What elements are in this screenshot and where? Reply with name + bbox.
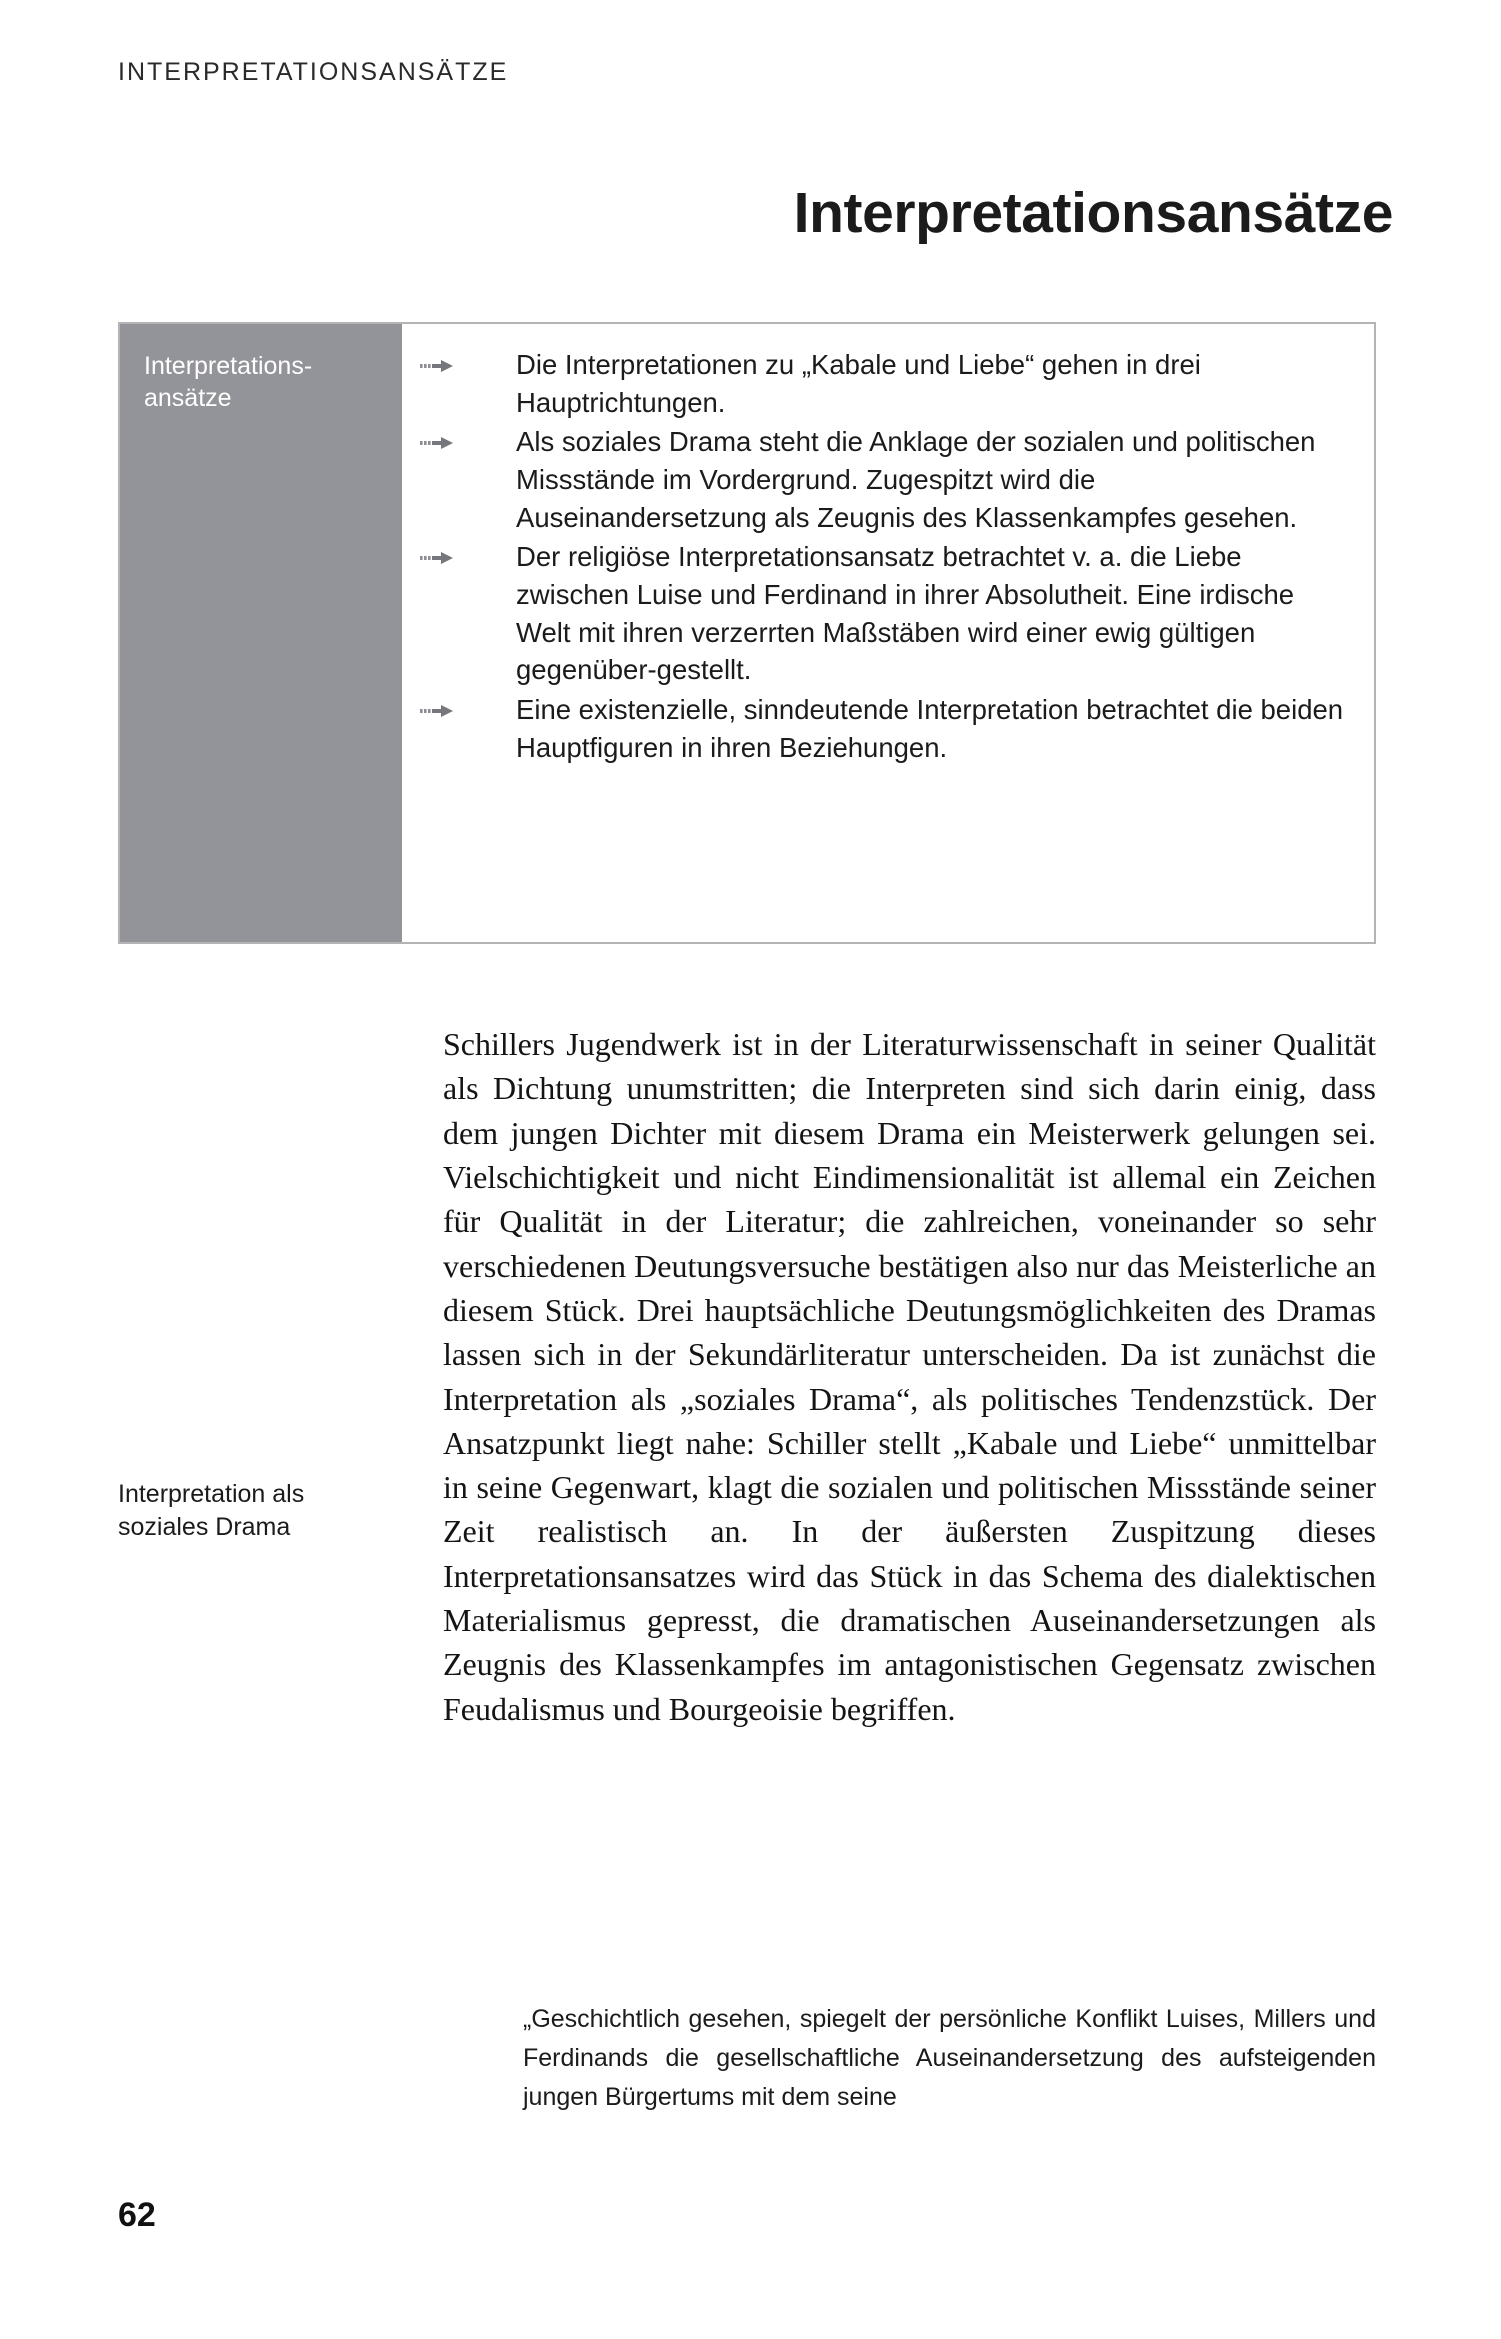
list-item bbox=[420, 346, 1344, 421]
summary-box bbox=[118, 322, 1376, 944]
list-item bbox=[420, 538, 1344, 689]
dashed-arrow-icon bbox=[420, 691, 516, 719]
list-item bbox=[420, 423, 1344, 536]
summary-box-content bbox=[402, 324, 1374, 942]
list-item bbox=[420, 691, 1344, 766]
page-number: 62 bbox=[118, 2196, 156, 2234]
dashed-arrow-icon bbox=[420, 346, 516, 374]
margin-note-line-2: soziales Drama bbox=[118, 1512, 291, 1541]
block-quote: „Geschichtlich gesehen, spiegelt der persönliche Konflikt Luises, Millers und Ferdinands die gesellschaftliche Auseinandersetzung des aufsteigenden jungen Bürgertums mit dem seine bbox=[523, 2005, 1376, 2111]
body-paragraph: Schillers Jugendwerk ist in der Literaturwissenschaft in seiner Qualität als Dichtung unumstritten; die Interpreten sind sich darin einig, dass dem jungen Dichter mit diesem Drama ein Meisterwerk gelungen sei. Vielschichtigkeit und nicht Eindimensionalität ist allemal ein Zeichen für Qualität in der Literatur; die zahlreichen, voneinander so sehr verschiedenen Deutungsversuche bestätigen also nur das Meisterliche an diesem Stück. Drei hauptsächliche Deutungsmöglichkeiten des Dramas lassen sich in der Sekundärliteratur unterscheiden. Da ist zunächst die Interpretation als „soziales Drama“, als politisches Tendenzstück. Der Ansatzpunkt liegt nahe: Schiller stellt „Kabale und Liebe“ unmittelbar in seine Gegenwart, klagt die sozialen und politischen Missstände seiner Zeit realistisch an. In der äußersten Zuspitzung dieses Interpretationsansatzes wird das Stück in das Schema des dialektischen Materialismus gepresst, die dramatischen Auseinandersetzungen als Zeugnis des Klassenkampfes im antagonistischen Gegensatz zwischen Feudalismus und Bourgeoisie begriffen. bbox=[443, 1026, 1376, 1727]
page-title: Interpretationsansätze bbox=[793, 181, 1393, 245]
list-item-text: Der religiöse Interpretationsansatz betrachtet v. a. die Liebe zwischen Luise und Ferdinand in ihrer Absolutheit. Eine irdische Welt mit ihren verzerrten Maßstäben wird einer ewig gültigen gegenüber-gestellt. bbox=[516, 541, 1295, 686]
summary-tab-line-2: ansätze bbox=[144, 384, 232, 412]
margin-note bbox=[118, 1478, 378, 1543]
body-text-column bbox=[443, 1022, 1376, 1731]
list-item-text: Die Interpretationen zu „Kabale und Liebe“ gehen in drei Hauptrichtungen. bbox=[516, 349, 1201, 418]
dashed-arrow-icon bbox=[420, 423, 516, 451]
margin-note-line-1: Interpretation als bbox=[118, 1480, 305, 1508]
summary-tab-line-1: Interpretations- bbox=[144, 352, 313, 380]
list-item-text: Als soziales Drama steht die Anklage der sozialen und politischen Missstände im Vordergrund. Zugespitzt wird die Auseinandersetzung als Zeugnis des Klassenkampfes gesehen. bbox=[516, 426, 1316, 533]
summary-box-tab-label bbox=[120, 324, 402, 942]
list-item-text: Eine existenzielle, sinndeutende Interpretation betrachtet die beiden Hauptfiguren in ihren Beziehungen. bbox=[516, 694, 1344, 763]
summary-bullet-list bbox=[420, 346, 1344, 766]
running-header: INTERPRETATIONSANSÄTZE bbox=[118, 58, 509, 86]
dashed-arrow-icon bbox=[420, 538, 516, 566]
